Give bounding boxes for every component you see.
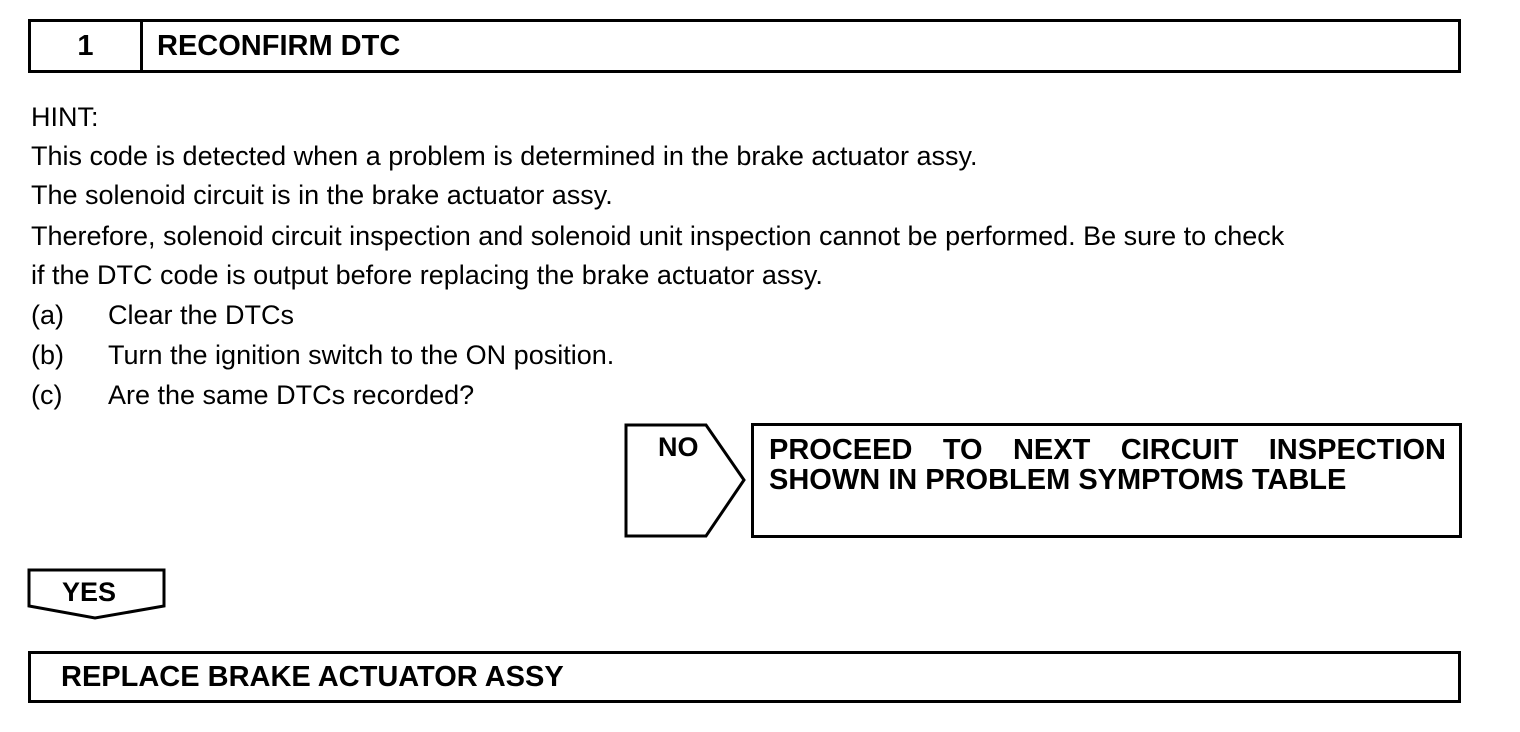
hint-paragraph: if the DTC code is output before replacing the brake actuator assy. — [31, 260, 823, 290]
procedure-text: Turn the ignition switch to the ON position. — [108, 340, 615, 370]
yes-label: YES — [62, 577, 117, 607]
hint-paragraph: This code is detected when a problem is determined in the brake actuator assy. — [31, 141, 978, 171]
hint-paragraph: Therefore, solenoid circuit inspection and solenoid unit inspection cannot be performed. Be sure to check — [31, 221, 1285, 251]
step-title: RECONFIRM DTC — [157, 30, 401, 62]
no-label: NO — [658, 432, 699, 462]
procedure-item — [31, 340, 614, 371]
procedure-text: Are the same DTCs recorded? — [108, 380, 475, 410]
step-header — [28, 19, 1461, 73]
procedure-item — [31, 380, 474, 411]
procedure-text: Clear the DTCs — [108, 300, 295, 330]
yes-action-box — [28, 651, 1461, 703]
no-action-box — [751, 423, 1462, 538]
step-number: 1 — [31, 22, 143, 70]
procedure-marker: (b) — [31, 340, 64, 370]
procedure-marker: (a) — [31, 300, 64, 330]
procedure-item — [31, 300, 294, 331]
procedure-marker: (c) — [31, 380, 63, 410]
yes-action-text: REPLACE BRAKE ACTUATOR ASSY — [61, 661, 564, 693]
hint-label: HINT: — [31, 102, 99, 132]
hint-paragraph: The solenoid circuit is in the brake actuator assy. — [31, 180, 613, 210]
no-action-text: PROCEED TO NEXT CIRCUIT INSPECTION SHOWN IN PROBLEM SYMPTOMS TABLE — [769, 434, 1446, 496]
